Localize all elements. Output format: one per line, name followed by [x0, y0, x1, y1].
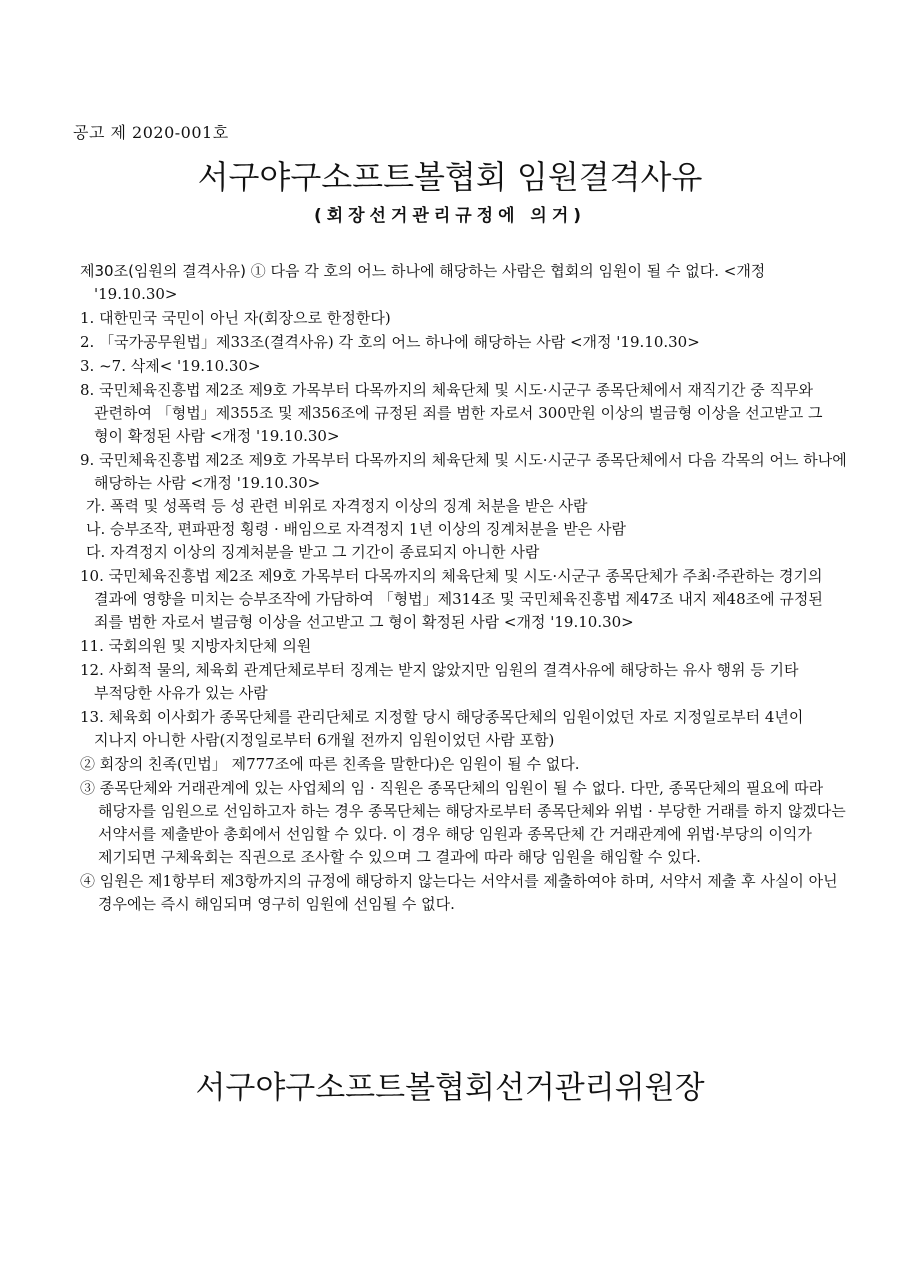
clause-item: ② 회장의 친족(민법」 제777조에 따른 친족을 말한다)은 임원이 될 수 없다.: [80, 755, 580, 773]
list-item: 3. ~7. 삭제< '19.10.30>: [80, 357, 261, 375]
article-intro-text: ① 다음 각 호의 어느 하나에 해당하는 사람은 협회의 임원이 될 수 없다. <개정 '19.10.30>: [94, 262, 766, 303]
sub-list-item: 나. 승부조작, 편파판정 횡령 · 배임으로 자격정지 1년 이상의 징계처분을 받은 사람: [86, 520, 626, 538]
signature-line: 서구야구소프트볼협회선거관리위원장: [195, 1070, 705, 1106]
clause-item: ③ 종목단체와 거래관계에 있는 사업체의 임 · 직원은 종목단체의 임원이 될 수 없다. 다만, 종목단체의 필요에 따라 해당자를 임원으로 선임하고자 하는 경우 종목단체는 해당자로부터 종목단체와 위법 · 부당한 거래를 하지 않겠다는 서약서를 제출받아 총회에서 선임할 수 있다. 이 경우 해당 임원과 종목단체 간 거래관계에 위법·부당의 이익가 제기되면 구체육회는 직권으로 조사할 수 있으며 그 결과에 따라 해당 임원을 해임할 수 있다.: [80, 779, 846, 866]
clause-item: ④ 임원은 제1항부터 제3항까지의 규정에 해당하지 않는다는 서약서를 제출하여야 하며, 서약서 제출 후 사실이 아닌 경우에는 즉시 해임되며 영구히 임원에 선임될 수 없다.: [80, 872, 838, 913]
list-item: 12. 사회적 물의, 체육회 관계단체로부터 징계는 받지 않았지만 임원의 결격사유에 해당하는 유사 행위 등 기타 부적당한 사유가 있는 사람: [80, 661, 799, 702]
notice-number: 공고 제 2020-001호: [73, 123, 229, 142]
list-item: 11. 국회의원 및 지방자치단체 의원: [80, 637, 312, 655]
list-item: 13. 체육회 이사회가 종목단체를 관리단체로 지정할 당시 해당종목단체의 임원이었던 자로 지정일로부터 4년이 지나지 아니한 사람(지정일로부터 6개월 전까지 임원이었던 사람 포함): [80, 708, 804, 749]
list-item: 8. 국민체육진흥법 제2조 제9호 가목부터 다목까지의 체육단체 및 시도·시군구 종목단체에서 재직기간 중 직무와 관련하여 「형법」제355조 및 제356조에 규정된 죄를 범한 자로서 300만원 이상의 벌금형 이상을 선고받고 그 형이 확정된 사람 <개정 '19.10.30>: [80, 381, 823, 445]
article-intro: [80, 260, 850, 306]
list-item: 2. 「국가공무원법」제33조(결격사유) 각 호의 어느 하나에 해당하는 사람 <개정 '19.10.30>: [80, 333, 700, 351]
list-item: 9. 국민체육진흥법 제2조 제9호 가목부터 다목까지의 체육단체 및 시도·시군구 종목단체에서 다음 각목의 어느 하나에 해당하는 사람 <개정 '19.10.30>: [80, 451, 847, 492]
document-subtitle: (회장선거관리규정에 의거): [313, 206, 587, 226]
article-heading: 제30조(임원의 결격사유): [80, 262, 246, 280]
sub-list-item: 가. 폭력 및 성폭력 등 성 관련 비위로 자격정지 이상의 징계 처분을 받은 사람: [86, 497, 588, 515]
sub-list-item: 다. 자격정지 이상의 징계처분을 받고 그 기간이 종료되지 아니한 사람: [86, 543, 540, 561]
article-body: [80, 260, 850, 916]
list-item: 10. 국민체육진흥법 제2조 제9호 가목부터 다목까지의 체육단체 및 시도·시군구 종목단체가 주최·주관하는 경기의 결과에 영향을 미치는 승부조작에 가담하여 「형법」제314조 및 국민체육진흥법 제47조 내지 제48조에 규정된 죄를 범한 자로서 벌금형 이상을 선고받고 그 형이 확정된 사람 <개정 '19.10.30>: [80, 567, 823, 631]
list-item: 1. 대한민국 국민이 아닌 자(회장으로 한정한다): [80, 309, 391, 327]
document-title: 서구야구소프트볼협회 임원결격사유: [197, 158, 703, 196]
